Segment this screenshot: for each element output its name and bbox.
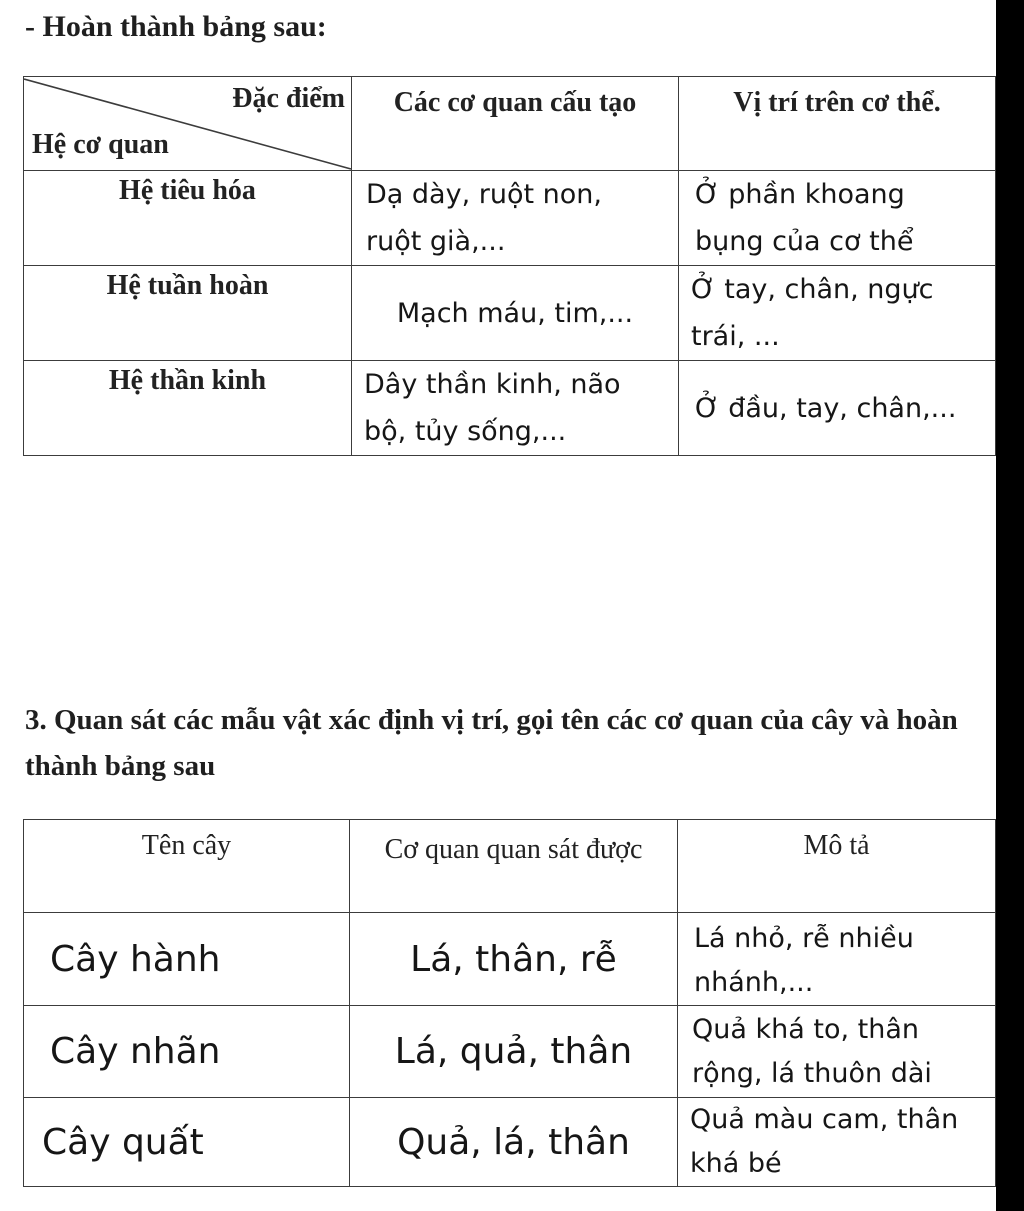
plant-name: Cây hành [24, 913, 350, 1006]
observed-organs: Quả, lá, thân [350, 1098, 678, 1187]
organs-cell [352, 171, 679, 266]
system-name: Hệ tiêu hóa [24, 171, 352, 266]
header-position: Vị trí trên cơ thể. [679, 77, 996, 171]
plant-organs-table [23, 819, 996, 1187]
description-cell [678, 1098, 996, 1187]
organs-line: ruột già,... [366, 226, 506, 257]
description-line: nhánh,... [694, 967, 814, 998]
description-line: Quả màu cam, thân [690, 1104, 959, 1135]
description-line: khá bé [690, 1148, 782, 1179]
observed-organs: Lá, quả, thân [350, 1006, 678, 1098]
table-header-row [24, 77, 996, 171]
header-description: Mô tả [678, 820, 996, 913]
table-row [24, 913, 996, 1006]
organs-line: Mạch máu, tim,... [396, 297, 634, 329]
corner-header-cell [24, 77, 352, 171]
observed-organs: Lá, thân, rễ [350, 913, 678, 1006]
plant-name: Cây quất [24, 1098, 350, 1187]
system-name: Hệ tuần hoàn [24, 266, 352, 361]
header-observed-organs: Cơ quan quan sát được [350, 820, 678, 913]
position-line: Ở tay, chân, ngực [691, 274, 934, 305]
position-line: trái, ... [691, 321, 780, 352]
position-cell [679, 361, 996, 456]
organs-line: Dây thần kinh, não [364, 369, 621, 400]
header-plant-name: Tên cây [24, 820, 350, 913]
table-header-row [24, 820, 996, 913]
position-line: Ở phần khoang [695, 179, 905, 210]
corner-label-systems: Hệ cơ quan [32, 129, 169, 160]
table-row [24, 266, 996, 361]
description-cell [678, 913, 996, 1006]
description-line: Quả khá to, thân [692, 1014, 919, 1045]
table-row [24, 1006, 996, 1098]
section2-heading: 3. Quan sát các mẫu vật xác định vị trí, gọi tên các cơ quan của cây và hoàn thành bảng sau [25, 704, 958, 782]
plant-name: Cây nhãn [24, 1006, 350, 1098]
corner-label-features: Đặc điểm [232, 83, 345, 114]
organs-cell [352, 266, 679, 361]
header-organs: Các cơ quan cấu tạo [352, 77, 679, 171]
position-line: Ở đầu, tay, chân,... [695, 392, 957, 424]
position-cell [679, 171, 996, 266]
table-row [24, 171, 996, 266]
organs-cell [352, 361, 679, 456]
table-row [24, 361, 996, 456]
organ-system-table [23, 76, 996, 456]
organs-line: bộ, tủy sống,... [364, 416, 567, 447]
description-cell [678, 1006, 996, 1098]
system-name: Hệ thần kinh [24, 361, 352, 456]
section1-heading: - Hoàn thành bảng sau: [25, 10, 327, 43]
description-line: Lá nhỏ, rễ nhiều [694, 923, 914, 954]
position-line: bụng của cơ thể [695, 226, 914, 257]
organs-line: Dạ dày, ruột non, [366, 179, 602, 210]
description-line: rộng, lá thuôn dài [692, 1058, 932, 1089]
position-cell [679, 266, 996, 361]
table-row [24, 1098, 996, 1187]
